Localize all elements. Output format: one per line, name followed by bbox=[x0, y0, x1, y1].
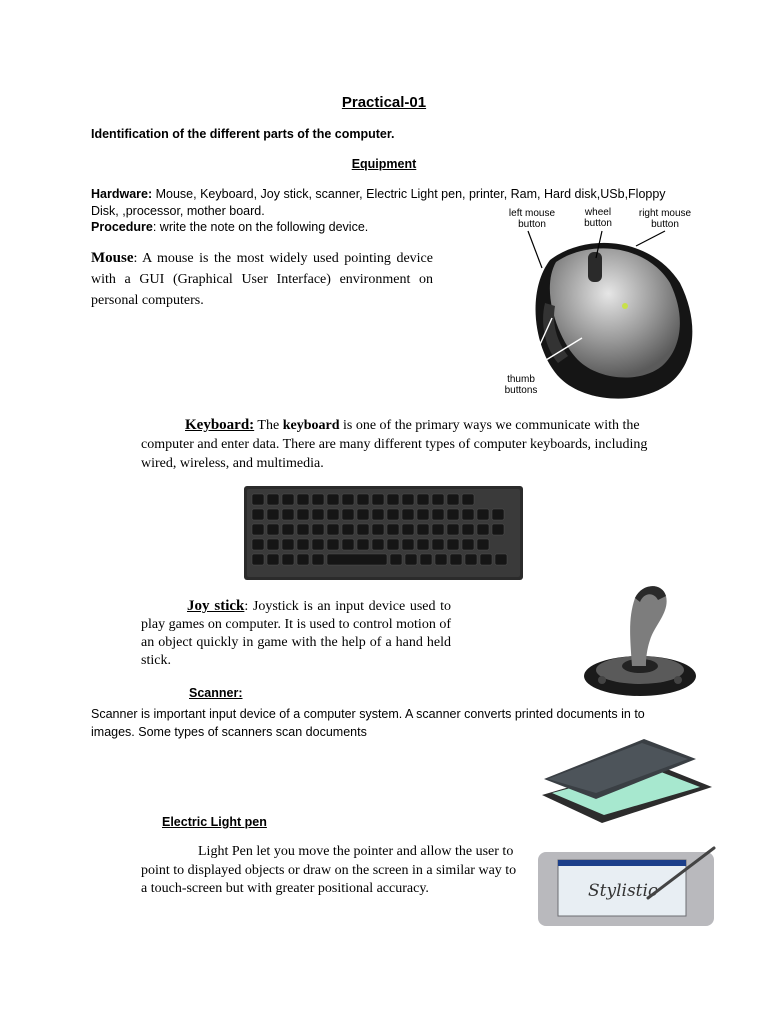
scanner-paragraph: Scanner is important input device of a computer system. A scanner converts printed documents in to images. Some types of scanners scan documents bbox=[91, 707, 645, 739]
keyboard-key bbox=[447, 524, 459, 535]
keyboard-key bbox=[327, 524, 339, 535]
keyboard-key bbox=[327, 539, 339, 550]
callout-line: button bbox=[651, 219, 679, 230]
scanner-image bbox=[534, 735, 714, 827]
right-mouse-button-callout bbox=[634, 208, 696, 230]
left-mouse-button-callout bbox=[503, 208, 561, 230]
keyboard-key bbox=[462, 509, 474, 520]
keyboard-key bbox=[282, 554, 294, 565]
keyboard-key bbox=[432, 539, 444, 550]
keyboard-key bbox=[312, 509, 324, 520]
keyboard-key bbox=[417, 539, 429, 550]
keyboard-key bbox=[420, 554, 432, 565]
keyboard-key bbox=[342, 539, 354, 550]
keyboard-key bbox=[462, 539, 474, 550]
page-subtitle: Identification of the different parts of the computer. bbox=[91, 127, 395, 141]
light-pen-image bbox=[536, 846, 722, 930]
light-pen-heading: Electric Light pen bbox=[162, 815, 267, 829]
keyboard-label: Keyboard: bbox=[185, 417, 255, 433]
keyboard-key bbox=[432, 509, 444, 520]
keyboard-key bbox=[267, 494, 279, 505]
keyboard-key bbox=[252, 554, 264, 565]
keyboard-key bbox=[465, 554, 477, 565]
keyboard-key bbox=[252, 539, 264, 550]
keyboard-key bbox=[267, 509, 279, 520]
keyboard-bold-word: keyboard bbox=[282, 418, 340, 433]
keyboard-key bbox=[282, 509, 294, 520]
equipment-heading: Equipment bbox=[351, 157, 417, 171]
keyboard-key bbox=[267, 554, 279, 565]
keyboard-key bbox=[327, 509, 339, 520]
joystick-text: : Joystick is an input device used to play games on computer. It is used to control motion of an object quickly in game with the help of a hand held stick. bbox=[141, 599, 451, 668]
keyboard-key bbox=[357, 494, 369, 505]
keyboard-key bbox=[462, 524, 474, 535]
keyboard-key bbox=[342, 494, 354, 505]
keyboard-key bbox=[387, 539, 399, 550]
scanner-heading: Scanner: bbox=[189, 686, 243, 700]
joystick-image bbox=[580, 578, 710, 703]
hardware-label: Hardware: bbox=[91, 187, 153, 201]
joystick-base-button bbox=[598, 676, 606, 684]
keyboard-key bbox=[357, 539, 369, 550]
light-pen-paragraph bbox=[141, 843, 523, 899]
keyboard-key bbox=[432, 524, 444, 535]
callout-line: wheel bbox=[584, 207, 612, 218]
keyboard-key bbox=[387, 524, 399, 535]
callout-line: right mouse bbox=[638, 208, 692, 219]
keyboard-key bbox=[312, 524, 324, 535]
mouse-paragraph bbox=[91, 248, 433, 311]
keyboard-key bbox=[402, 509, 414, 520]
tablet-logo: Stylistic bbox=[588, 881, 658, 901]
hardware-text: Mouse, Keyboard, Joy stick, scanner, Electric Light pen, printer, Ram, Hard disk,USb,Floppy Disk, ,processor, mother board. bbox=[91, 187, 666, 218]
keyboard-key bbox=[447, 539, 459, 550]
callout-line: left mouse bbox=[508, 208, 556, 219]
keyboard-key bbox=[312, 539, 324, 550]
keyboard-key bbox=[492, 524, 504, 535]
keyboard-key bbox=[327, 554, 387, 565]
keyboard-text: is one of the primary ways we communicate with the computer and enter data. There are many different types of computer keyboards, including wired, wireless, and multimedia. bbox=[141, 418, 648, 471]
keyboard-paragraph bbox=[141, 416, 653, 473]
procedure-paragraph bbox=[91, 220, 368, 234]
callout-line: button bbox=[584, 218, 612, 229]
keyboard-key bbox=[357, 509, 369, 520]
keyboard-key bbox=[267, 524, 279, 535]
keyboard-key bbox=[312, 554, 324, 565]
wheel-button-callout bbox=[574, 207, 622, 229]
callout-line: thumb bbox=[507, 374, 535, 385]
keyboard-key bbox=[282, 494, 294, 505]
keyboard-key bbox=[390, 554, 402, 565]
keyboard-key bbox=[372, 494, 384, 505]
keyboard-key bbox=[402, 524, 414, 535]
keyboard-key bbox=[297, 524, 309, 535]
procedure-text: : write the note on the following device. bbox=[152, 220, 369, 234]
keyboard-key bbox=[297, 494, 309, 505]
keyboard-key bbox=[282, 539, 294, 550]
keyboard-key bbox=[462, 494, 474, 505]
keyboard-key bbox=[297, 554, 309, 565]
keyboard-key bbox=[372, 509, 384, 520]
keyboard-key bbox=[417, 509, 429, 520]
keyboard-key bbox=[297, 509, 309, 520]
keyboard-key bbox=[432, 494, 444, 505]
tablet-title-bar bbox=[558, 860, 686, 866]
keyboard-key bbox=[402, 494, 414, 505]
callout-line: buttons bbox=[504, 385, 538, 396]
keyboard-key bbox=[405, 554, 417, 565]
joystick-label: Joy stick bbox=[187, 598, 245, 614]
mouse-image bbox=[490, 228, 710, 408]
keyboard-key bbox=[387, 494, 399, 505]
procedure-label: Procedure bbox=[91, 220, 153, 234]
callout-arrow bbox=[636, 231, 665, 246]
keyboard-key bbox=[252, 509, 264, 520]
scroll-wheel bbox=[588, 252, 602, 282]
keyboard-key bbox=[372, 539, 384, 550]
keyboard-key bbox=[480, 554, 492, 565]
keyboard-key bbox=[387, 509, 399, 520]
indicator-light bbox=[622, 303, 628, 309]
keyboard-image bbox=[244, 486, 523, 580]
keyboard-key bbox=[417, 494, 429, 505]
keyboard-key bbox=[447, 509, 459, 520]
keyboard-key bbox=[492, 509, 504, 520]
keyboard-key bbox=[357, 524, 369, 535]
keyboard-key bbox=[477, 539, 489, 550]
keyboard-key bbox=[282, 524, 294, 535]
keyboard-key bbox=[252, 524, 264, 535]
keyboard-key bbox=[477, 509, 489, 520]
mouse-label: Mouse bbox=[91, 250, 134, 266]
keyboard-pre: The bbox=[254, 418, 283, 433]
keyboard-key bbox=[450, 554, 462, 565]
joystick-paragraph bbox=[141, 597, 451, 670]
keyboard-key bbox=[477, 524, 489, 535]
callout-arrow bbox=[528, 231, 542, 268]
keyboard-key bbox=[417, 524, 429, 535]
page-title: Practical-01 bbox=[341, 94, 427, 111]
keyboard-key bbox=[297, 539, 309, 550]
keyboard-key bbox=[372, 524, 384, 535]
keyboard-key bbox=[267, 539, 279, 550]
keyboard-key bbox=[327, 494, 339, 505]
keyboard-key bbox=[342, 524, 354, 535]
keyboard-key bbox=[435, 554, 447, 565]
keyboard-key bbox=[447, 494, 459, 505]
joystick-base-button bbox=[674, 676, 682, 684]
light-pen-text: Light Pen let you move the pointer and allow the user to point to displayed objects or draw on the screen in a similar way to a touch-screen but with greater positional accuracy. bbox=[141, 844, 517, 896]
keyboard-key bbox=[312, 494, 324, 505]
keyboard-key bbox=[342, 509, 354, 520]
mouse-text: : A mouse is the most widely used pointing device with a GUI (Graphical User Interface) environment on personal computers. bbox=[91, 251, 433, 308]
keyboard-key bbox=[495, 554, 507, 565]
keyboard-key bbox=[252, 494, 264, 505]
callout-line: button bbox=[518, 219, 546, 230]
keyboard-key bbox=[402, 539, 414, 550]
keyboard-keys bbox=[252, 494, 507, 565]
